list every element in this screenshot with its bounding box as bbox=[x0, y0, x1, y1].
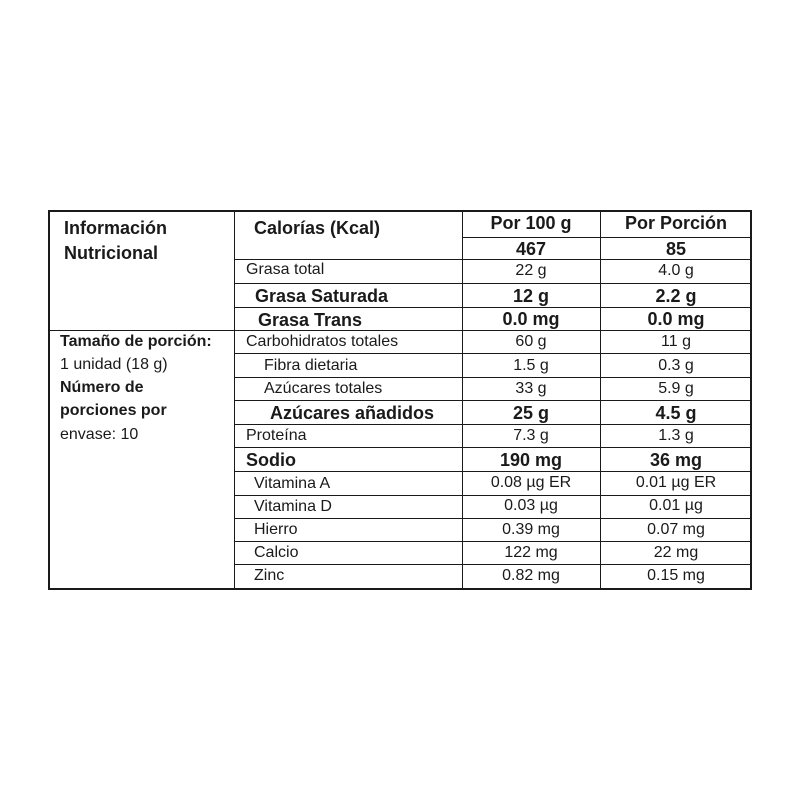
divider-row-8 bbox=[234, 447, 751, 448]
nutrient-per-portion: 22 mg bbox=[653, 544, 699, 561]
divider-calories bbox=[234, 259, 751, 260]
nutrient-per-portion: 4.0 g bbox=[658, 262, 694, 279]
nutrient-per-portion: 36 mg bbox=[649, 450, 703, 470]
nutrient-name: Azúcares totales bbox=[264, 380, 383, 397]
serving-size-label: Tamaño de porción: bbox=[60, 333, 212, 350]
nutrient-per-portion: 5.9 g bbox=[658, 380, 694, 397]
nutrient-per-100g: 1.5 g bbox=[513, 357, 549, 374]
divider-row-13 bbox=[234, 564, 751, 565]
nutrient-per-100g: 0.39 mg bbox=[502, 521, 560, 538]
nutrient-per-portion: 4.5 g bbox=[655, 403, 697, 423]
divider-left-panel bbox=[49, 330, 751, 331]
nutrient-per-portion: 0.07 mg bbox=[647, 521, 705, 538]
nutrient-name: Sodio bbox=[246, 450, 296, 470]
nutrient-per-100g: 22 g bbox=[515, 262, 547, 279]
nutrient-name: Carbohidratos totales bbox=[246, 333, 399, 350]
nutrient-per-portion: 0.3 g bbox=[658, 357, 694, 374]
nutrient-per-portion: 0.01 µg bbox=[649, 497, 703, 514]
nutrient-name: Grasa Saturada bbox=[255, 286, 389, 306]
divider-row-11 bbox=[234, 518, 751, 519]
calories-per-100g: 467 bbox=[515, 239, 547, 259]
nutrient-name: Zinc bbox=[254, 567, 285, 584]
divider-row-5 bbox=[234, 377, 751, 378]
nutrient-per-100g: 190 mg bbox=[499, 450, 563, 470]
nutrient-per-portion: 11 g bbox=[661, 333, 691, 350]
divider-row-6 bbox=[234, 400, 751, 401]
nutrient-name: Vitamina D bbox=[254, 498, 332, 515]
nutrient-per-100g: 33 g bbox=[515, 380, 547, 397]
calories-label: Calorías (Kcal) bbox=[254, 218, 381, 238]
nutrient-per-portion: 1.3 g bbox=[658, 427, 694, 444]
nutrient-per-portion: 0.15 mg bbox=[647, 567, 705, 584]
divider-row-4 bbox=[234, 353, 751, 354]
nutrient-name: Proteína bbox=[246, 427, 307, 444]
nutrient-name: Grasa total bbox=[246, 261, 325, 278]
nutrient-name: Fibra dietaria bbox=[264, 357, 358, 374]
nutrient-per-portion: 2.2 g bbox=[655, 286, 697, 306]
serving-size-value: 1 unidad (18 g) bbox=[60, 356, 168, 373]
nutrient-per-100g: 7.3 g bbox=[513, 427, 549, 444]
divider-header bbox=[462, 237, 751, 238]
divider-row-10 bbox=[234, 495, 751, 496]
nutrient-per-portion: 0.0 mg bbox=[647, 309, 705, 329]
nutrient-per-100g: 12 g bbox=[512, 286, 550, 306]
title-line-2: Nutricional bbox=[64, 243, 159, 263]
nutrient-name: Vitamina A bbox=[254, 475, 331, 492]
nutrient-per-100g: 0.03 µg bbox=[504, 497, 558, 514]
nutrient-per-100g: 0.0 mg bbox=[502, 309, 560, 329]
column-header-per-portion: Por Porción bbox=[624, 213, 728, 233]
nutrient-per-100g: 122 mg bbox=[504, 544, 558, 561]
divider-row-2 bbox=[234, 307, 751, 308]
nutrient-per-100g: 0.82 mg bbox=[502, 567, 560, 584]
nutrient-name: Azúcares añadidos bbox=[270, 403, 435, 423]
calories-per-portion: 85 bbox=[665, 239, 687, 259]
divider-row-1 bbox=[234, 283, 751, 284]
nutrient-name: Calcio bbox=[254, 544, 299, 561]
servings-label-line-2: porciones por bbox=[60, 402, 167, 419]
nutrient-per-portion: 0.01 µg ER bbox=[635, 474, 717, 491]
servings-label-line-1: Número de bbox=[60, 379, 144, 396]
servings-value: envase: 10 bbox=[60, 426, 139, 443]
nutrient-per-100g: 60 g bbox=[515, 333, 547, 350]
title-line-1: Información bbox=[64, 218, 168, 238]
divider-row-9 bbox=[234, 471, 751, 472]
divider-row-12 bbox=[234, 541, 751, 542]
nutrient-per-100g: 0.08 µg ER bbox=[490, 474, 572, 491]
column-header-per-100g: Por 100 g bbox=[490, 213, 572, 233]
nutrient-name: Hierro bbox=[254, 521, 298, 538]
divider-row-7 bbox=[234, 424, 751, 425]
nutrient-per-100g: 25 g bbox=[512, 403, 550, 423]
nutrient-name: Grasa Trans bbox=[258, 310, 363, 330]
